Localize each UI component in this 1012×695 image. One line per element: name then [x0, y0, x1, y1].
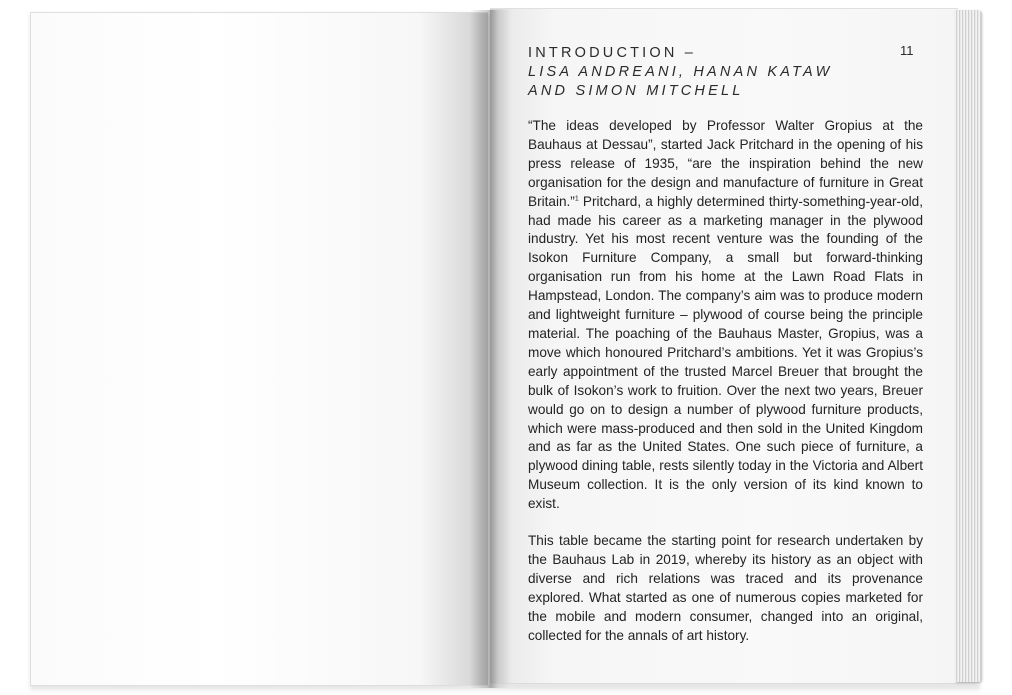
- page-number: 11: [900, 43, 914, 58]
- chapter-heading: [528, 44, 848, 101]
- paragraph-2: This table became the starting point for research undertaken by the Bauhaus Lab in 2019, whereby its history as an object with diverse and rich relations was traced and its provenance explored. What started as one of numerous copies marketed for the mobile and modern consumer, changed into an original, collected for the annals of art history.: [528, 533, 923, 643]
- paragraph-1-text-a: “The ideas developed by Professor Walter Gropius at the Bauhaus at Dessau”, started Jack Pritchard in the opening of his press release of 1935, “are the inspiration behind the new organisation for the design and manufacture of furniture in Great Britain.”: [528, 118, 923, 209]
- chapter-authors-line-2: AND SIMON MITCHELL: [528, 83, 744, 99]
- footnote-reference: 1: [574, 195, 579, 203]
- book-gutter: [470, 10, 510, 688]
- left-page-blank: [30, 12, 488, 686]
- paragraph-1: [528, 117, 923, 514]
- chapter-title: INTRODUCTION –: [528, 45, 697, 61]
- chapter-authors-line-1: LISA ANDREANI, HANAN KATAW: [528, 64, 833, 80]
- paragraph-1-text-b: Pritchard, a highly determined thirty-something-year-old, had made his career as a marketing manager in the plywood industry. Yet his most recent venture was the founding of the Isokon Furniture Company, a small but forward-thinking organisation run from his home at the Lawn Road Flats in Hampstead, London. The company’s aim was to produce modern and lightweight furniture – plywood of course being the principle material. The poaching of the Bauhaus Master, Gropius, was a move which honoured Pritchard’s ambitions. Yet it was Gropius’s early appointment of the trusted Marcel Breuer that brought the bulk of Isokon’s work to fruition. Over the next two years, Breuer would go on to design a number of plywood furniture products, which were mass-produced and then sold in the United Kingdom and as far as the United States. One such piece of furniture, a plywood dining table, rests silently today in the Victoria and Albert Museum collection. It is the only version of its kind known to exist.: [528, 193, 923, 512]
- body-text: [528, 117, 923, 663]
- page-edges: [955, 10, 981, 682]
